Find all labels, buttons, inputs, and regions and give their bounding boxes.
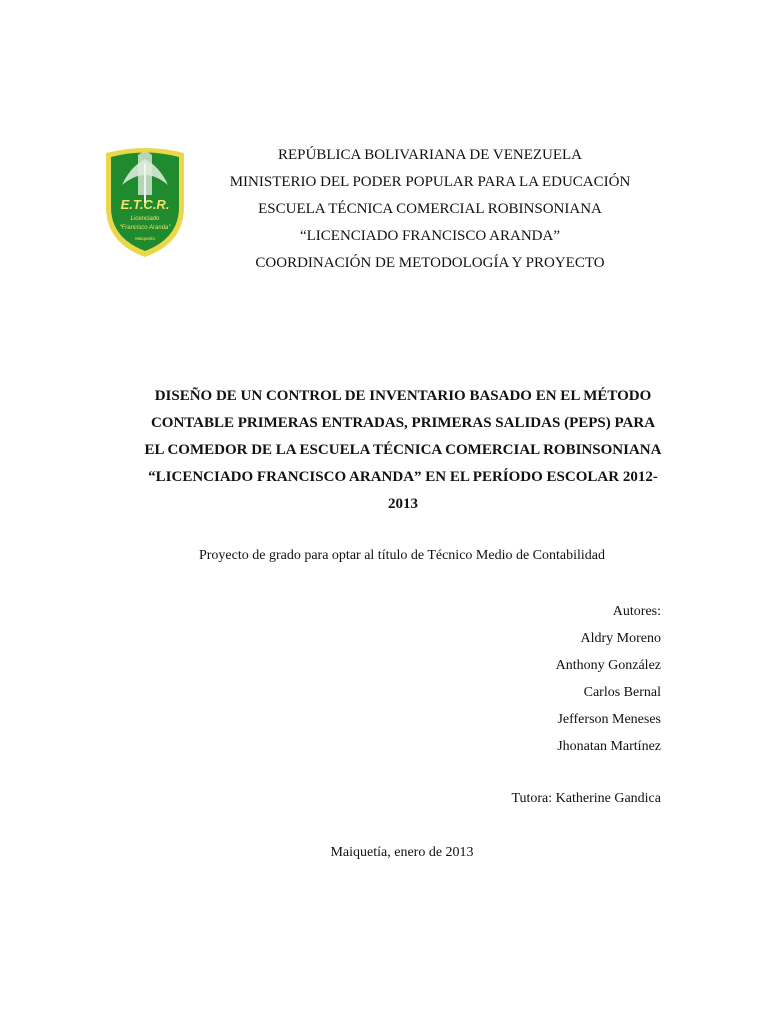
institution-header xyxy=(200,142,660,277)
author-name: Jhonatan Martínez xyxy=(557,739,661,754)
authors-label: Autores: xyxy=(612,604,661,619)
authors-block xyxy=(556,598,661,760)
header-line: COORDINACIÓN DE METODOLOGÍA Y PROYECTO xyxy=(255,255,605,271)
crest-line-1: Licenciado xyxy=(130,216,160,222)
header-line: REPÚBLICA BOLIVARIANA DE VENEZUELA xyxy=(277,147,583,163)
title-line: DISEÑO DE UN CONTROL DE INVENTARIO BASADO EN EL MÉTODO xyxy=(154,388,652,404)
tutor-line: Tutora: Katherine Gandica xyxy=(511,791,661,806)
school-crest-icon xyxy=(100,145,190,260)
title-line: EL COMEDOR DE LA ESCUELA TÉCNICA COMERCIAL ROBINSONIANA xyxy=(144,442,662,458)
header-line: “LICENCIADO FRANCISCO ARANDA” xyxy=(299,228,560,244)
crest-line-2: “Francisco Aranda” xyxy=(119,225,171,231)
author-name: Carlos Bernal xyxy=(583,685,661,700)
header-line: MINISTERIO DEL PODER POPULAR PARA LA EDUCACIÓN xyxy=(229,174,631,190)
place-date: Maiquetía, enero de 2013 xyxy=(330,845,474,860)
title-line: CONTABLE PRIMERAS ENTRADAS, PRIMERAS SALIDAS (PEPS) PARA xyxy=(150,415,656,431)
author-name: Jefferson Meneses xyxy=(557,712,661,727)
crest-city: Maiquetía xyxy=(135,236,155,241)
title-line: “LICENCIADO FRANCISCO ARANDA” EN EL PERÍODO ESCOLAR 2012- xyxy=(148,469,658,485)
document-subtitle: Proyecto de grado para optar al título de Técnico Medio de Contabilidad xyxy=(198,548,605,563)
author-name: Anthony González xyxy=(555,658,661,673)
header-line: ESCUELA TÉCNICA COMERCIAL ROBINSONIANA xyxy=(258,201,602,217)
author-name: Aldry Moreno xyxy=(580,631,661,646)
title-line: 2013 xyxy=(388,496,418,512)
document-title xyxy=(138,383,668,518)
crest-acronym: E.T.C.R. xyxy=(120,197,170,212)
